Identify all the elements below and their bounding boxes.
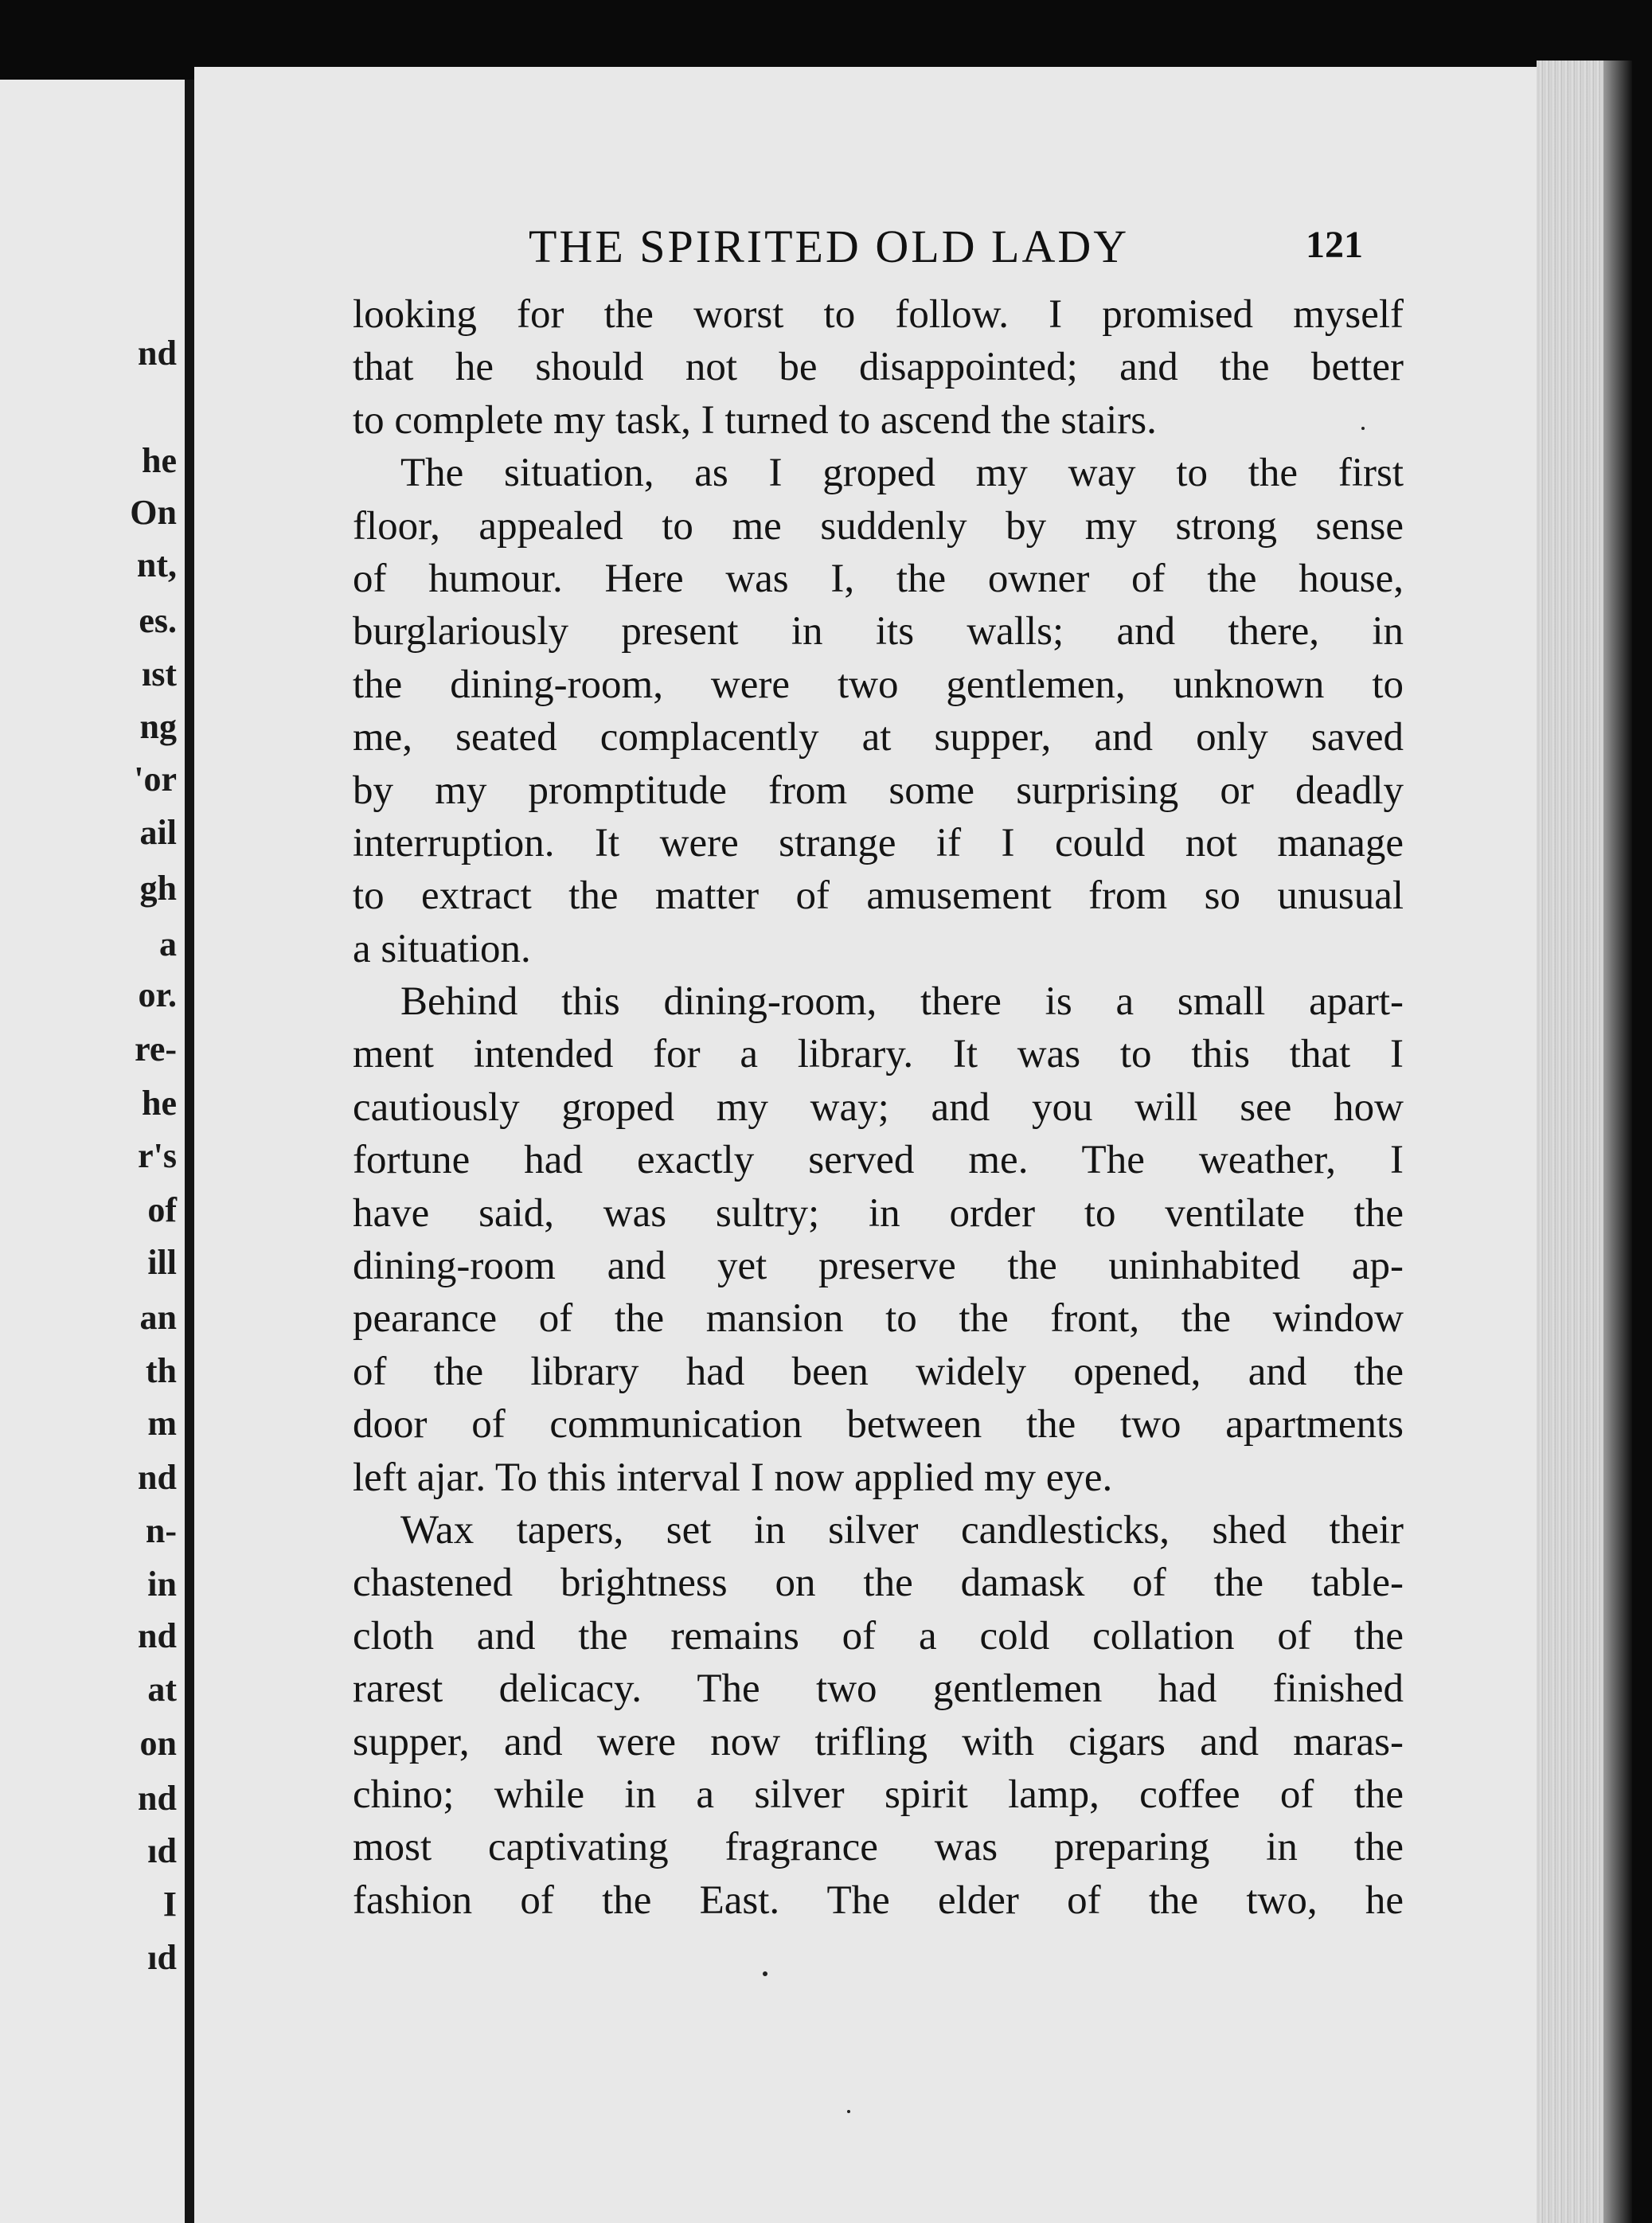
text-line: have said, was sultry; in order to ventilate the bbox=[353, 1190, 1404, 1236]
left-page-fragment: in bbox=[147, 1565, 177, 1604]
page-number: 121 bbox=[1306, 224, 1363, 266]
text-line: interruption. It were strange if I could not manage bbox=[353, 820, 1404, 865]
book-spine bbox=[185, 80, 194, 2223]
text-line: door of communication between the two apartments bbox=[353, 1402, 1404, 1447]
left-page-fragment: es. bbox=[139, 601, 177, 640]
text-line: the dining-room, were two gentlemen, unknown to bbox=[353, 662, 1404, 707]
left-page-fragment: nd bbox=[138, 1616, 177, 1655]
left-page-fragment: nd bbox=[138, 1458, 177, 1497]
page-edge bbox=[1537, 61, 1632, 2223]
text-line: chino; while in a silver spirit lamp, coffee of the bbox=[353, 1772, 1404, 1817]
body-text bbox=[353, 288, 1404, 1927]
ink-speck bbox=[763, 1971, 767, 1976]
text-line: ment intended for a library. It was to this that I bbox=[353, 1032, 1404, 1077]
text-line: burglariously present in its walls; and there, in bbox=[353, 609, 1404, 654]
text-line: supper, and were now trifling with cigars and maras- bbox=[353, 1719, 1404, 1764]
left-page-fragment: ail bbox=[139, 813, 177, 852]
text-line: cautiously groped my way; and you will see how bbox=[353, 1084, 1404, 1130]
text-line: most captivating fragrance was preparing in the bbox=[353, 1825, 1404, 1870]
left-page-fragment: nd bbox=[138, 1779, 177, 1818]
text-line: left ajar. To this interval I now applied my eye. bbox=[353, 1455, 1113, 1500]
text-line: fortune had exactly served me. The weather, I bbox=[353, 1138, 1404, 1183]
left-page-fragment: m bbox=[147, 1404, 177, 1443]
left-page-fragment: I bbox=[162, 1885, 177, 1924]
text-line: looking for the worst to follow. I promised myself bbox=[353, 292, 1404, 337]
text-line: The situation, as I groped my way to the first bbox=[400, 451, 1404, 496]
left-page-fragment: on bbox=[139, 1724, 177, 1763]
running-title: THE SPIRITED OLD LADY bbox=[529, 221, 1130, 272]
left-page-fragment: or. bbox=[138, 975, 177, 1014]
left-page-fragment: a bbox=[159, 924, 177, 963]
left-page-fragment: nt, bbox=[136, 545, 177, 584]
left-page-fragment: ng bbox=[139, 707, 177, 746]
left-page-fragment: ıd bbox=[147, 1831, 177, 1870]
left-page-fragment: 'or bbox=[134, 760, 177, 799]
left-page-fragment: On bbox=[130, 493, 177, 532]
text-line: by my promptitude from some surprising or deadly bbox=[353, 768, 1404, 813]
text-line: fashion of the East. The elder of the two, he bbox=[353, 1877, 1404, 1923]
left-page-fragment: re- bbox=[135, 1029, 177, 1069]
ink-speck bbox=[1361, 427, 1365, 430]
left-page-fragment: n- bbox=[145, 1511, 177, 1550]
ink-speck bbox=[847, 2110, 850, 2113]
left-page-fragment: gh bbox=[139, 869, 177, 908]
left-facing-page bbox=[0, 80, 185, 2223]
text-line: Behind this dining-room, there is a small apart- bbox=[400, 979, 1404, 1025]
text-line: me, seated complacently at supper, and only saved bbox=[353, 715, 1404, 760]
text-line: rarest delicacy. The two gentlemen had finished bbox=[353, 1666, 1404, 1712]
text-line: dining-room and yet preserve the uninhabited ap- bbox=[353, 1244, 1404, 1289]
text-line: chastened brightness on the damask of the table- bbox=[353, 1561, 1404, 1606]
text-line: that he should not be disappointed; and the better bbox=[353, 345, 1404, 390]
left-page-fragment: he bbox=[142, 1084, 177, 1123]
text-line: a situation. bbox=[353, 926, 531, 971]
left-page-fragment: ıst bbox=[142, 654, 177, 693]
left-page-fragment: r's bbox=[138, 1136, 177, 1175]
text-line: pearance of the mansion to the front, the window bbox=[353, 1296, 1404, 1342]
text-line: to extract the matter of amusement from so unusual bbox=[353, 873, 1404, 919]
text-line: of humour. Here was I, the owner of the house, bbox=[353, 556, 1404, 601]
text-line: Wax tapers, set in silver candlesticks, shed their bbox=[400, 1507, 1404, 1553]
left-page-fragment: th bbox=[145, 1351, 177, 1390]
left-page-fragment: ill bbox=[147, 1243, 177, 1282]
left-page-fragment: an bbox=[139, 1298, 177, 1337]
left-page-fragment: at bbox=[147, 1670, 177, 1709]
left-page-fragment: nd bbox=[138, 334, 177, 373]
text-line: cloth and the remains of a cold collation of the bbox=[353, 1613, 1404, 1658]
left-page-fragment: ıd bbox=[147, 1938, 177, 1977]
text-line: floor, appealed to me suddenly by my strong sense bbox=[353, 503, 1404, 549]
left-page-fragment: of bbox=[147, 1190, 177, 1229]
left-page-fragment: he bbox=[142, 441, 177, 480]
text-line: to complete my task, I turned to ascend the stairs. bbox=[353, 397, 1157, 443]
text-line: of the library had been widely opened, and the bbox=[353, 1349, 1404, 1394]
